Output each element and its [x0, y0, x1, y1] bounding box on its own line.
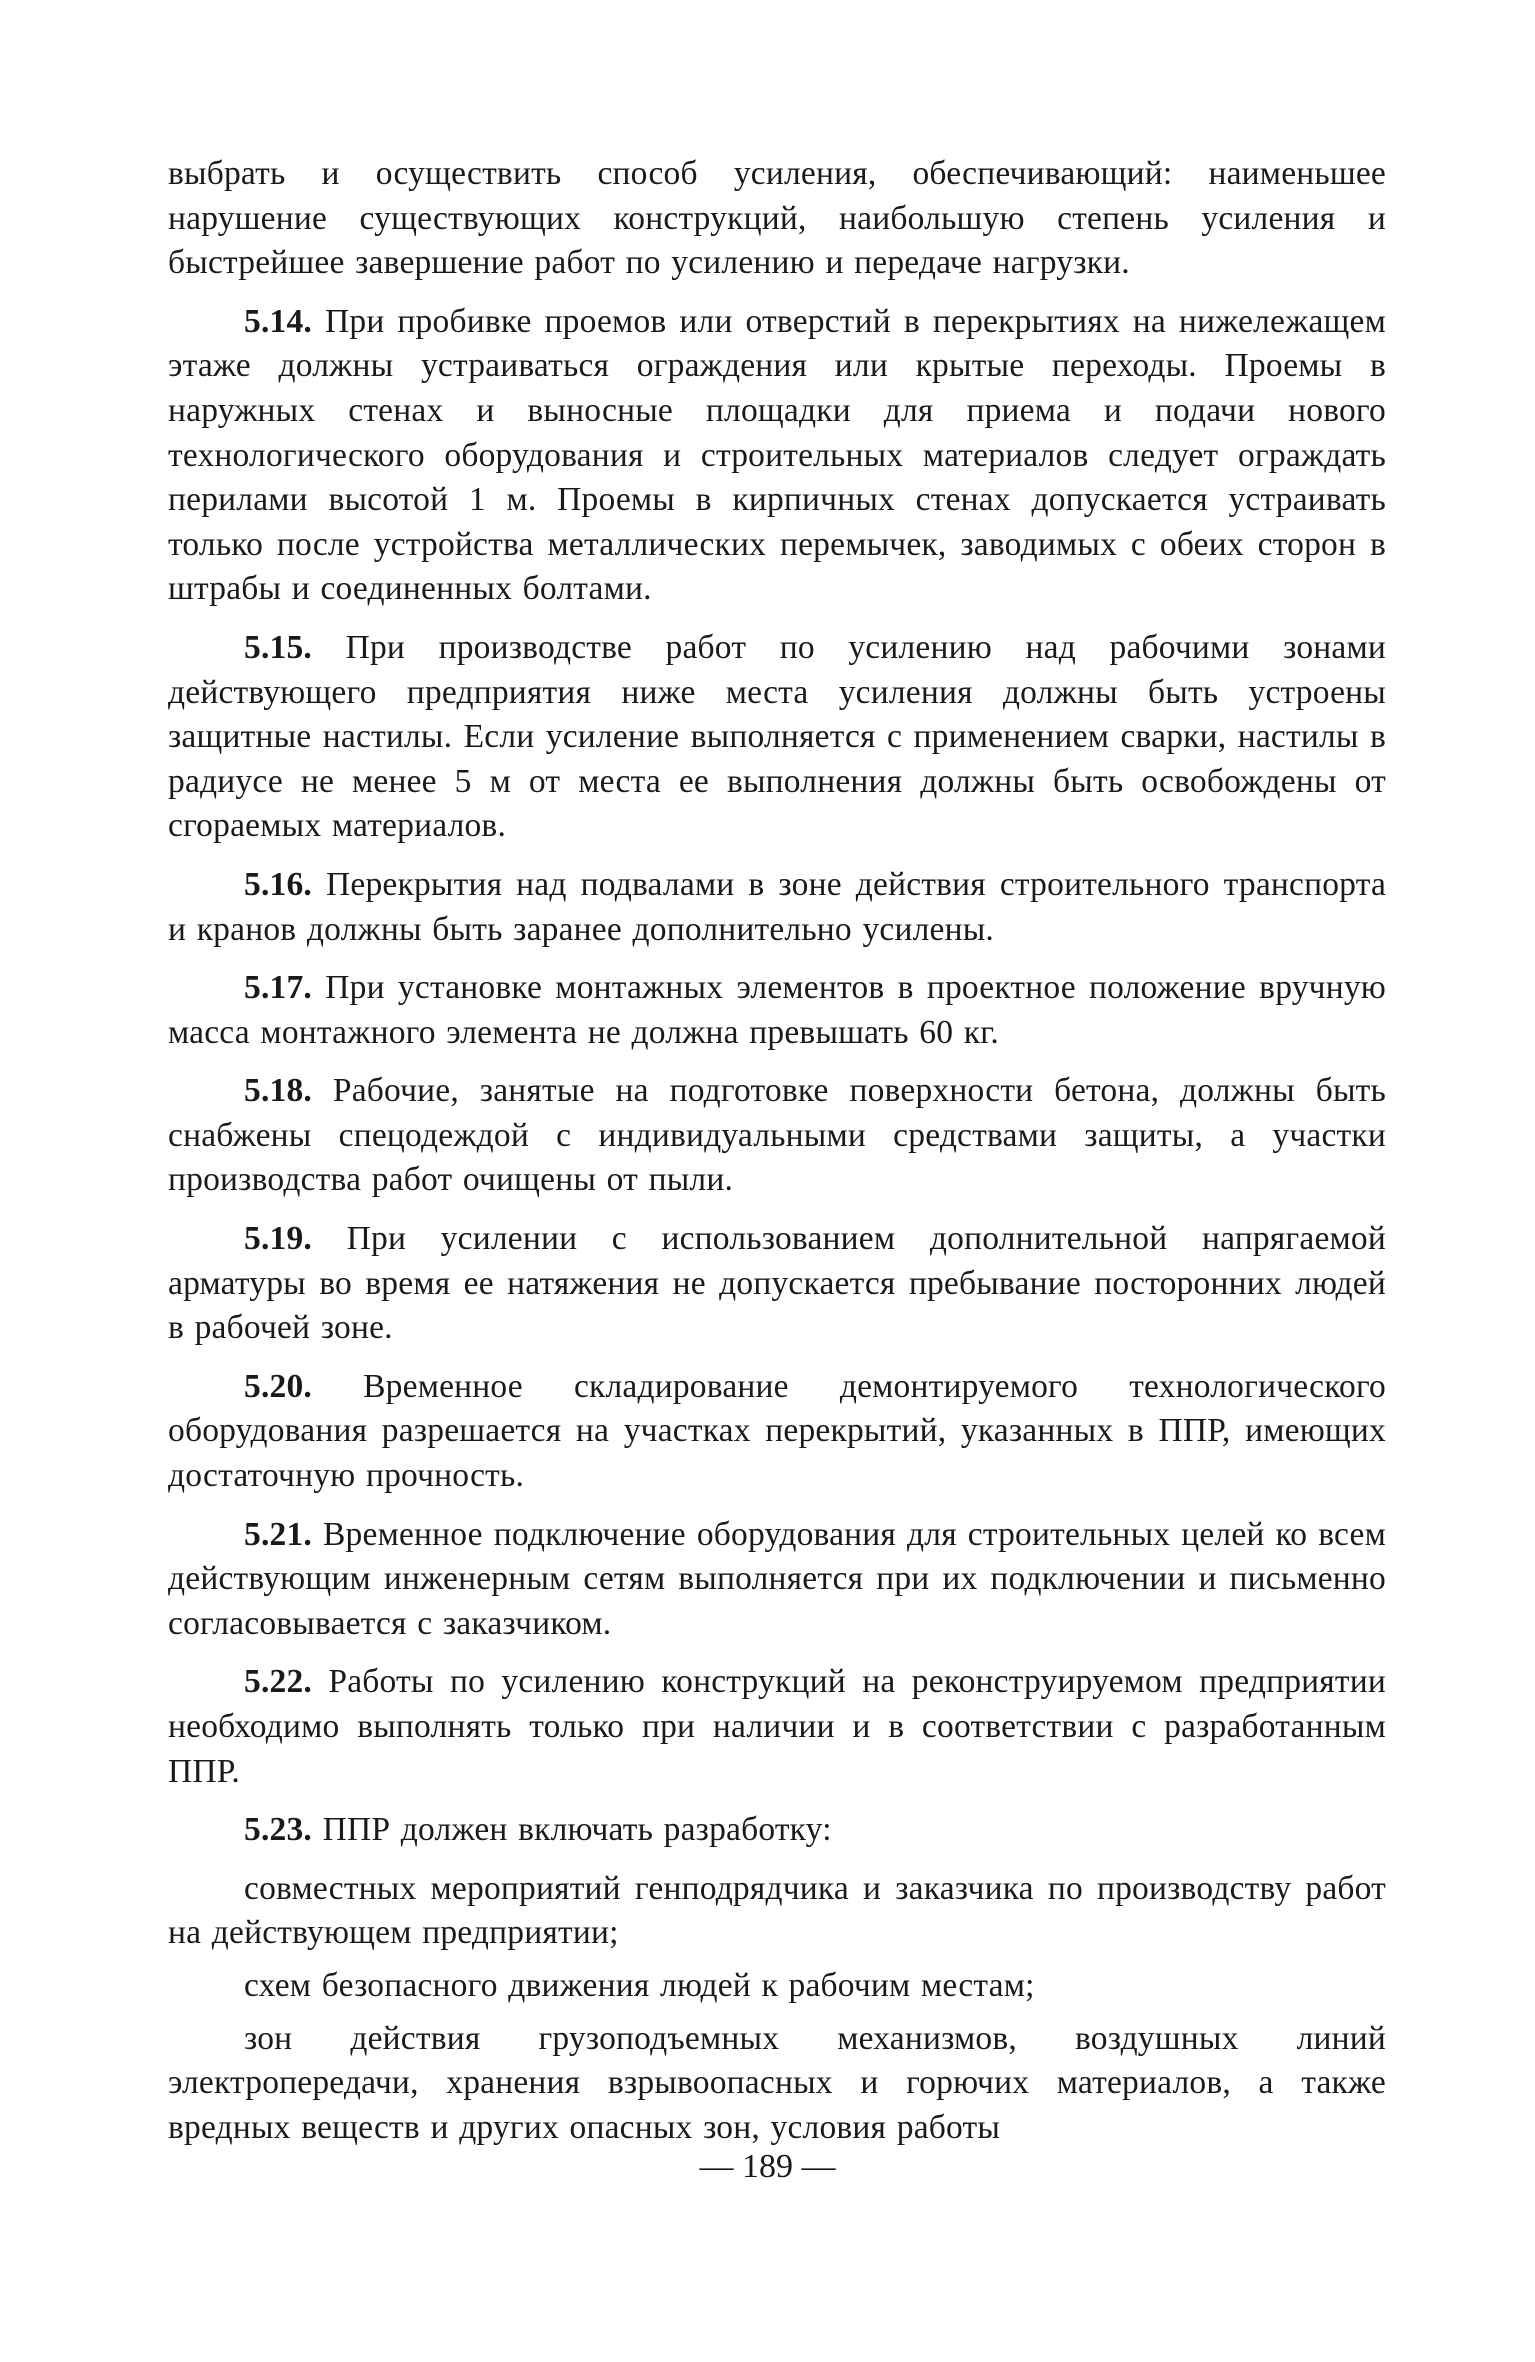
clause-5-20 — [168, 1365, 1386, 1499]
clause-5-22 — [168, 1660, 1386, 1794]
clause-5-19 — [168, 1217, 1386, 1351]
clause-5-17 — [168, 966, 1386, 1055]
clause-5-14 — [168, 300, 1386, 612]
intro-paragraph: выбрать и осуществить способ усиления, обеспечивающий: наименьшее нарушение существующих конструкций, наибольшую степень усиления и быстрейшее завершение работ по усилению и передаче нагрузки. — [168, 155, 1386, 282]
clause-number: 5.19. — [244, 1220, 312, 1258]
page-body — [168, 152, 1386, 2158]
clause-text: Работы по усилению конструкций на реконструируемом предприятии необходимо выполнять только при наличии и в соответствии с разработанным ППР. — [168, 1663, 1386, 1790]
clause-number: 5.17. — [244, 969, 312, 1007]
clause-number: 5.22. — [244, 1663, 312, 1701]
list-item: зон действия грузоподъемных механизмов, воздушных линий электропередачи, хранения взрывоопасных и горючих материалов, а также вредных веществ и других опасных зон, условия работы — [168, 2019, 1386, 2146]
clause-number: 5.18. — [244, 1072, 312, 1110]
clause-number: 5.21. — [244, 1515, 312, 1553]
clause-text: Рабочие, занятые на подготовке поверхности бетона, должны быть снабжены спецодеждой с индивидуальными средствами защиты, а участки производства работ очищены от пыли. — [168, 1072, 1386, 1199]
clause-number: 5.15. — [244, 628, 312, 666]
clause-number: 5.16. — [244, 865, 312, 903]
clause-number: 5.14. — [244, 302, 312, 340]
clause-text: При производстве работ по усилению над рабочими зонами действующего предприятия ниже места усиления должны быть устроены защитные настилы. Если усиление выполняется с применением сварки, настилы в радиусе не менее 5 м от места ее выполнения должны быть освобождены от сгораемых материалов. — [168, 628, 1387, 845]
clause-text: При установке монтажных элементов в проектное положение вручную масса монтажного элемента не должна превышать 60 кг. — [168, 969, 1387, 1051]
clause-5-23 — [168, 1808, 1386, 1853]
clause-number: 5.20. — [244, 1367, 312, 1405]
clause-text: Временное подключение оборудования для строительных целей ко всем действующим инженерным сетям выполняется при их подключении и письменно согласовывается с заказчиком. — [168, 1515, 1386, 1642]
clause-text: При пробивке проемов или отверстий в перекрытиях на нижележащем этаже должны устраиваться ограждения или крытые переходы. Проемы в наружных стенах и выносные площадки для приема и подачи нового технологического оборудования и строительных материалов следует ограждать перилами высотой 1 м. Проемы в кирпичных стенах допускается устраивать только после устройства металлических перемычек, заводимых с обеих сторон в штрабы и соединенных болтами. — [168, 302, 1386, 608]
clause-number: 5.23. — [244, 1811, 312, 1849]
clause-5-21 — [168, 1513, 1386, 1647]
clause-5-15 — [168, 626, 1386, 849]
clause-text: ППР должен включать разработку: — [322, 1811, 832, 1849]
clause-5-18 — [168, 1069, 1386, 1203]
list-item: совместных мероприятий генподрядчика и заказчика по производству работ на действующем предприятии; — [168, 1869, 1386, 1952]
clause-text: При усилении с использованием дополнительной напрягаемой арматуры во время ее натяжения не допускается пребывание посторонних людей в рабочей зоне. — [168, 1220, 1386, 1347]
clause-5-16 — [168, 863, 1386, 952]
list-item: схем безопасного движения людей к рабочим местам; — [244, 1966, 1035, 2004]
page-number: — 189 — — [699, 2148, 836, 2185]
clause-text: Перекрытия над подвалами в зоне действия строительного транспорта и кранов должны быть заранее дополнительно усилены. — [168, 865, 1387, 948]
clause-text: Временное складирование демонтируемого технологического оборудования разрешается на участках перекрытий, указанных в ППР, имеющих достаточную прочность. — [168, 1367, 1387, 1495]
